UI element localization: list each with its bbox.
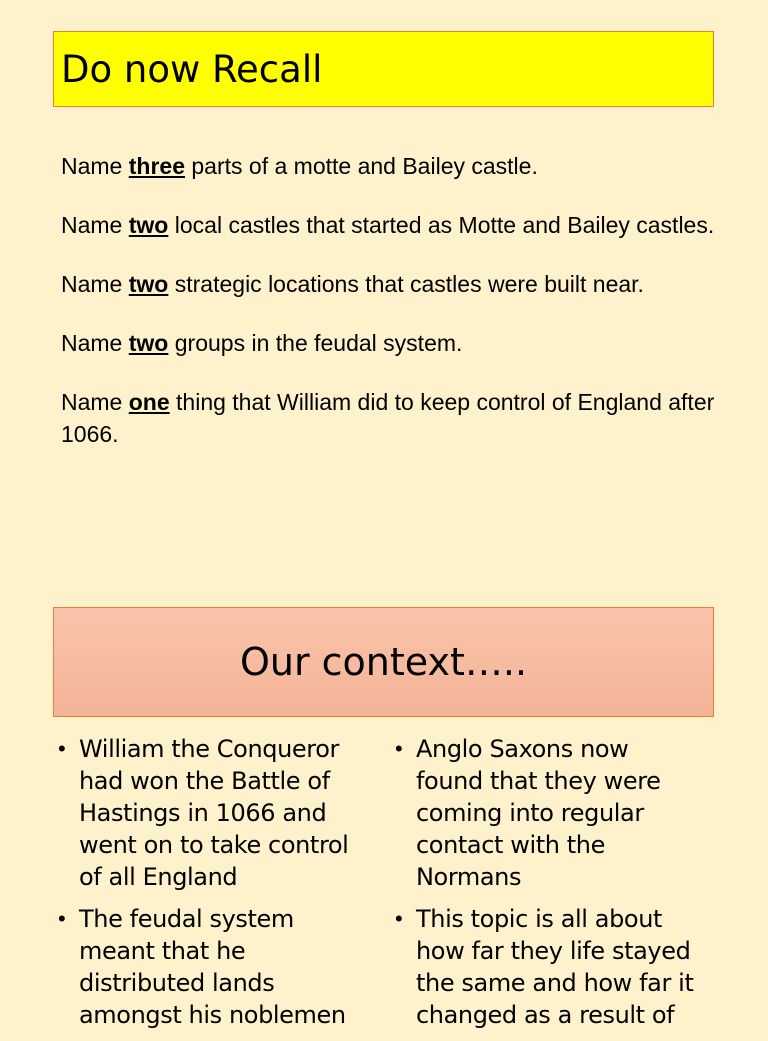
context-right-column bbox=[395, 733, 695, 1041]
bullet-text: Anglo Saxons now found that they were coming into regular contact with the Normans bbox=[416, 735, 661, 891]
bullet-item bbox=[395, 733, 695, 893]
question-prefix: Name bbox=[61, 153, 129, 179]
bullet-text: The feudal system meant that he distributed lands amongst his noblemen bbox=[79, 905, 346, 1029]
bullet-text: This topic is all about how far they life stayed the same and how far it changed as a result of bbox=[416, 905, 694, 1029]
bullet-icon: • bbox=[395, 906, 403, 931]
question-keyword: one bbox=[128, 389, 170, 415]
title-banner bbox=[53, 31, 714, 107]
question-keyword: two bbox=[128, 212, 169, 238]
question-keyword: two bbox=[128, 330, 169, 356]
question-item bbox=[61, 386, 741, 450]
bullet-text: William the Conqueror had won the Battle of Hastings in 1066 and went on to take control of all England bbox=[79, 735, 349, 891]
question-text: parts of a motte and Bailey castle. bbox=[185, 153, 538, 179]
question-text: thing that William did to keep control of England after 1066. bbox=[61, 389, 715, 447]
bullet-icon: • bbox=[395, 736, 403, 761]
question-prefix: Name bbox=[61, 271, 129, 297]
question-list bbox=[61, 150, 741, 477]
context-left-column bbox=[58, 733, 358, 1041]
question-text: local castles that started as Motte and Bailey castles. bbox=[168, 212, 715, 238]
question-prefix: Name bbox=[61, 389, 129, 415]
question-item bbox=[61, 327, 741, 359]
question-text: groups in the feudal system. bbox=[168, 330, 463, 356]
bullet-item bbox=[58, 903, 358, 1031]
bullet-icon: • bbox=[58, 736, 66, 761]
context-heading: Our context….. bbox=[239, 640, 528, 684]
question-item bbox=[61, 209, 741, 241]
bullet-item bbox=[395, 903, 695, 1031]
bullet-icon: • bbox=[58, 906, 66, 931]
question-prefix: Name bbox=[61, 330, 129, 356]
question-keyword: three bbox=[128, 153, 185, 179]
question-prefix: Name bbox=[61, 212, 129, 238]
question-text: strategic locations that castles were built near. bbox=[168, 271, 644, 297]
question-item bbox=[61, 268, 741, 300]
question-item bbox=[61, 150, 741, 182]
bullet-item bbox=[58, 733, 358, 893]
page-title: Do now Recall bbox=[61, 47, 323, 91]
context-banner bbox=[53, 607, 714, 717]
question-keyword: two bbox=[128, 271, 169, 297]
